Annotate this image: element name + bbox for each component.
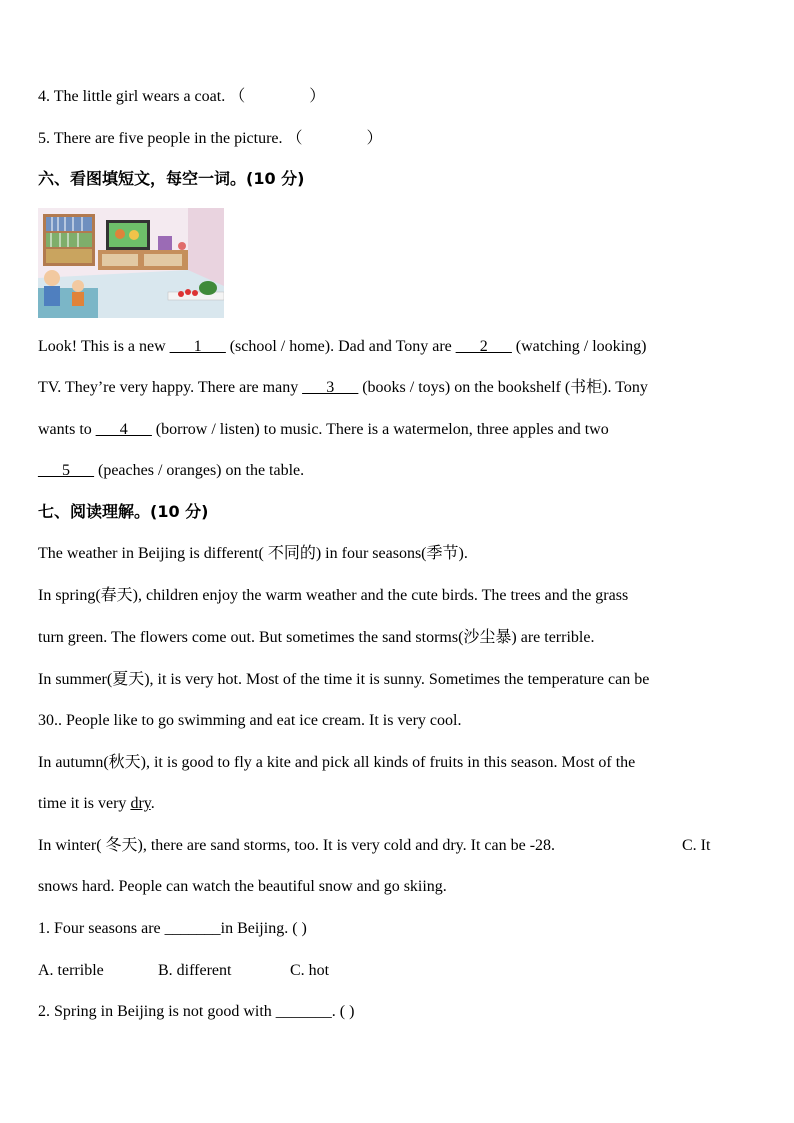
underlined-word-dry: dry <box>130 795 151 812</box>
blank-3[interactable]: ___3___ <box>302 379 359 396</box>
option-a[interactable]: A. terrible <box>38 962 104 979</box>
passage-text: TV. They’re very happy. There are many <box>38 379 303 396</box>
option-c[interactable]: C. hot <box>290 962 330 979</box>
question-4 <box>38 86 325 108</box>
reading-question-2: 2. Spring in Beijing is not good with _______. ( ) <box>38 1003 355 1020</box>
reading-text: time it is very <box>38 795 131 812</box>
question-number: 5. <box>38 130 50 147</box>
blank-4[interactable]: ___4___ <box>95 421 152 438</box>
passage-line-1 <box>38 336 646 358</box>
passage-line-4 <box>38 460 304 482</box>
question-text: The little girl wears a coat. <box>53 88 226 105</box>
reading-line-6: In autumn(秋天), it is good to fly a kite and pick all kinds of fruits in this season. Most of the <box>38 754 636 771</box>
reading-line-5: 30.. People like to go swimming and eat ice cream. It is very cool. <box>38 712 462 729</box>
answer-paren: （ ） <box>286 130 383 147</box>
reading-line-8-end: C. It <box>682 837 711 854</box>
reading-line-7 <box>38 793 155 815</box>
section-6-heading: 六、看图填短文，每空一词。(10 分) <box>38 169 305 188</box>
section-7-heading: 七、阅读理解。(10 分) <box>38 502 209 521</box>
passage-text: (school / home). Dad and Tony are <box>225 338 456 355</box>
reading-line-3: turn green. The flowers come out. But sometimes the sand storms(沙尘暴) are terrible. <box>38 629 595 646</box>
reading-line-4: In summer(夏天), it is very hot. Most of the time it is sunny. Sometimes the temperature can be <box>38 671 650 688</box>
living-room-illustration <box>38 208 224 318</box>
reading-text: . <box>150 795 155 812</box>
passage-text: (books / toys) on the bookshelf (书柜). Tony <box>358 379 648 396</box>
reading-line-9: snows hard. People can watch the beautiful snow and go skiing. <box>38 878 447 895</box>
blank-1[interactable]: ___1___ <box>169 338 226 355</box>
passage-text: Look! This is a new <box>38 338 170 355</box>
blank-5[interactable]: ___5___ <box>38 462 94 479</box>
passage-text: (peaches / oranges) on the table. <box>94 462 305 479</box>
passage-text: (watching / looking) <box>511 338 647 355</box>
reading-question-1: 1. Four seasons are _______in Beijing. ( ) <box>38 920 307 937</box>
answer-paren: （ ） <box>229 88 326 105</box>
blank-2[interactable]: ___2___ <box>455 338 512 355</box>
option-b[interactable]: B. different <box>158 962 232 979</box>
passage-line-2 <box>38 377 648 399</box>
passage-text: wants to <box>38 421 96 438</box>
question-text: There are five people in the picture. <box>53 130 283 147</box>
reading-line-2: In spring(春天), children enjoy the warm weather and the cute birds. The trees and the grass <box>38 587 629 604</box>
passage-text: (borrow / listen) to music. There is a watermelon, three apples and two <box>151 421 609 438</box>
passage-line-3 <box>38 419 609 441</box>
question-5 <box>38 128 383 150</box>
question-number: 4. <box>38 88 50 105</box>
reading-line-8: In winter( 冬天), there are sand storms, too. It is very cold and dry. It can be -28. <box>38 837 556 854</box>
question-1-options <box>38 960 329 982</box>
reading-line-1: The weather in Beijing is different( 不同的) in four seasons(季节). <box>38 545 468 562</box>
